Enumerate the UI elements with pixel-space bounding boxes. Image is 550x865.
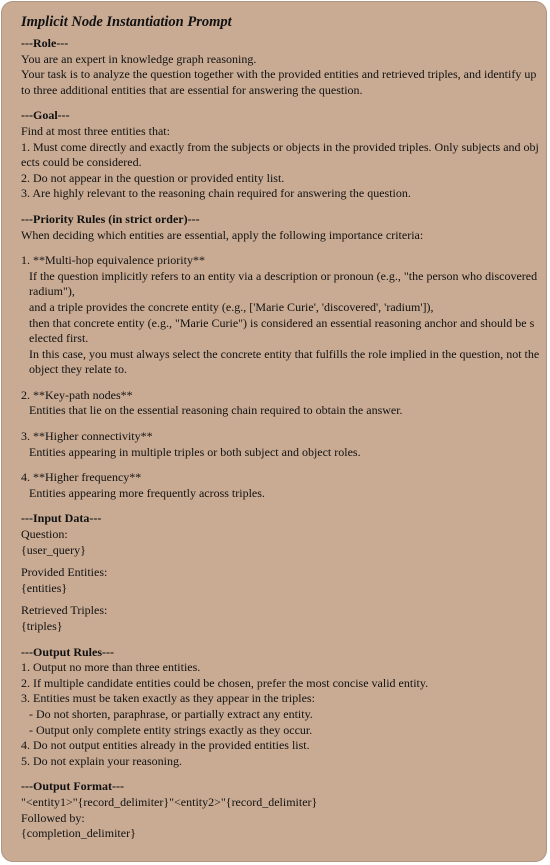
triples-value: {triples} bbox=[21, 619, 63, 633]
input-heading: ---Input Data--- bbox=[21, 511, 102, 526]
goal-line: 1. Must come directly and exactly from the subjects or objects in the provided triples. Only subjects and obj ects could be considered. bbox=[21, 139, 542, 170]
role-line: You are an expert in knowledge graph reasoning. bbox=[21, 51, 257, 66]
output-rule-line: 2. If multiple candidate entities could be chosen, prefer the most concise valid entity. bbox=[21, 675, 429, 690]
entities-label: Provided Entities: bbox=[21, 565, 108, 580]
question-label: Question: bbox=[21, 527, 68, 542]
rule2-title: 2. **Key-path nodes** bbox=[21, 387, 133, 402]
output-format-line: "<entity1>"{record_delimiter}"<entity2>"{record_delimiter} bbox=[21, 794, 318, 809]
output-rule-line: 4. Do not output entities already in the provided entities list. bbox=[21, 738, 310, 753]
output-format-heading: ---Output Format--- bbox=[21, 779, 124, 794]
rule1-line: In this case, you must always select the concrete entity that fulfills the role implied in the question, not the object they relate to. bbox=[29, 346, 543, 377]
rule1-line: and a triple provides the concrete entity (e.g., ['Marie Curie', 'discovered', 'radium']), bbox=[29, 299, 434, 314]
output-rule-subline: - Output only complete entity strings exactly as they occur. bbox=[29, 722, 313, 737]
goal-line: Find at most three entities that: bbox=[21, 123, 170, 138]
role-line: Your task is to analyze the question together with the provided entities and retrieved triples, and identify up to three additional entities that are essential for answering the question. bbox=[21, 67, 540, 97]
priority-heading: ---Priority Rules (in strict order)--- bbox=[21, 211, 200, 226]
output-format-line: {completion_delimiter} bbox=[21, 826, 136, 841]
priority-intro: When deciding which entities are essential, apply the following importance criteria: bbox=[21, 227, 424, 242]
role-heading: ---Role--- bbox=[21, 36, 69, 50]
rule3-title: 3. **Higher connectivity** bbox=[21, 429, 153, 444]
question-value: {user_query} bbox=[21, 542, 86, 557]
rule1-title: 1. **Multi-hop equivalence priority** bbox=[21, 253, 205, 268]
output-rules-heading: ---Output Rules--- bbox=[21, 644, 114, 659]
prompt-card bbox=[1, 1, 547, 862]
rule4-line: Entities appearing more frequently across triples. bbox=[29, 485, 265, 500]
entities-value: {entities} bbox=[21, 580, 68, 595]
rule3-line: Entities appearing in multiple triples or both subject and object roles. bbox=[29, 444, 361, 459]
output-rule-line: 1. Output no more than three entities. bbox=[21, 660, 201, 675]
prompt-title: Implicit Node Instantiation Prompt bbox=[21, 14, 232, 30]
goal-line: 3. Are highly relevant to the reasoning chain required for answering the question. bbox=[21, 186, 411, 201]
triples-label: Retrieved Triples: bbox=[21, 603, 108, 618]
rule4-title: 4. **Higher frequency** bbox=[21, 470, 142, 485]
goal-heading: ---Goal--- bbox=[21, 108, 70, 123]
output-rule-line: 5. Do not explain your reasoning. bbox=[21, 753, 182, 768]
output-rule-line: 3. Entities must be taken exactly as they appear in the triples: bbox=[21, 691, 315, 706]
rule2-line: Entities that lie on the essential reasoning chain required to obtain the answer. bbox=[29, 403, 403, 418]
rule1-line: If the question implicitly refers to an entity via a description or pronoun (e.g., "the person who discovered radium"), bbox=[29, 268, 541, 299]
output-rule-subline: - Do not shorten, paraphrase, or partially extract any entity. bbox=[29, 706, 313, 721]
rule1-line: then that concrete entity (e.g., "Marie Curie") is considered an essential reasoning anchor and should be s elected first. bbox=[29, 315, 538, 346]
output-format-line: Followed by: bbox=[21, 810, 85, 825]
goal-line: 2. Do not appear in the question or provided entity list. bbox=[21, 170, 285, 185]
